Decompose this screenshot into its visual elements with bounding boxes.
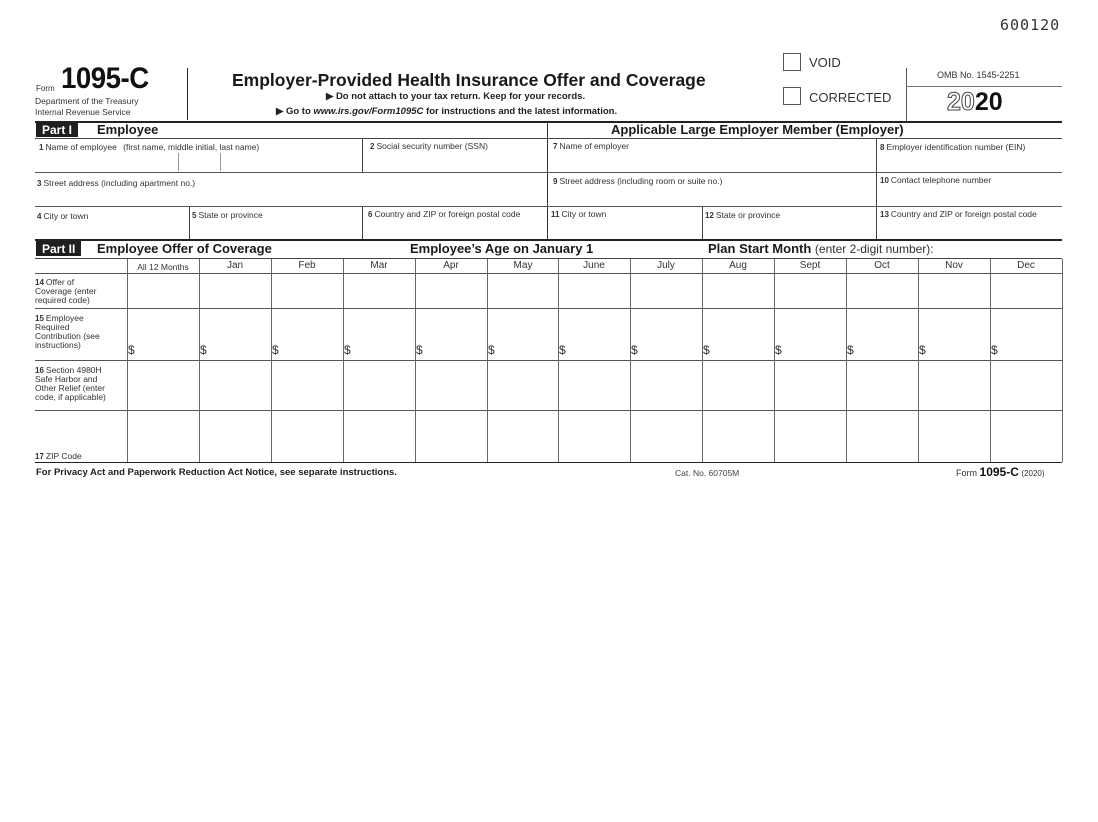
month-header-oct: Oct bbox=[874, 260, 890, 271]
form-label: Form bbox=[36, 84, 55, 93]
divider-f1-f2 bbox=[362, 139, 363, 172]
row-14-all-12-months-input[interactable] bbox=[128, 274, 198, 308]
form-corner-code: 600120 bbox=[1000, 16, 1061, 34]
void-checkbox[interactable] bbox=[783, 53, 801, 71]
row-15-july-input[interactable] bbox=[631, 309, 701, 360]
row-14-july-input[interactable] bbox=[631, 274, 701, 308]
row-15-dollar-sign: $ bbox=[991, 343, 998, 357]
row-17-feb-input[interactable] bbox=[272, 411, 342, 462]
row-14-label bbox=[35, 278, 125, 305]
row-14-mar-input[interactable] bbox=[344, 274, 414, 308]
row-17-june-input[interactable] bbox=[559, 411, 629, 462]
field-10-label bbox=[880, 175, 991, 185]
row-16-line1: Section 4980H bbox=[45, 365, 102, 375]
field-11-label bbox=[551, 209, 606, 219]
row-15-aug-input[interactable] bbox=[703, 309, 773, 360]
row-15-apr-input[interactable] bbox=[416, 309, 486, 360]
field-4-label bbox=[37, 211, 88, 221]
field-1-label bbox=[39, 142, 259, 152]
row-16-apr-input[interactable] bbox=[416, 361, 486, 410]
part2-title: Employee Offer of Coverage bbox=[97, 241, 272, 256]
month-header-apr: Apr bbox=[443, 260, 459, 271]
footer-form-label: Form bbox=[956, 468, 977, 478]
tax-year bbox=[947, 88, 1003, 117]
row-17-label bbox=[35, 451, 82, 461]
row-15-line4: instructions) bbox=[35, 340, 81, 351]
row-16-oct-input[interactable] bbox=[847, 361, 917, 410]
dept-treasury: Department of the Treasury bbox=[35, 96, 139, 106]
row-15-all-12-months-input[interactable] bbox=[128, 309, 198, 360]
row-15-sept-input[interactable] bbox=[775, 309, 845, 360]
row-16-number: 16 bbox=[35, 366, 44, 375]
field-7-label bbox=[553, 141, 629, 151]
instructions-url-link[interactable]: www.irs.gov/Form1095C bbox=[313, 106, 424, 117]
row-14-may-input[interactable] bbox=[488, 274, 558, 308]
field-6-label bbox=[368, 209, 520, 219]
header-divider-left bbox=[187, 68, 188, 120]
row-14-feb-input[interactable] bbox=[272, 274, 342, 308]
employee-state-input[interactable] bbox=[190, 222, 362, 238]
form-title: Employer-Provided Health Insurance Offer and Coverage bbox=[232, 70, 706, 90]
row-14-nov-input[interactable] bbox=[919, 274, 989, 308]
row-14-line1: Offer of bbox=[45, 277, 75, 287]
ssn-input[interactable] bbox=[364, 153, 546, 171]
row-17-jan-input[interactable] bbox=[200, 411, 270, 462]
omb-underline bbox=[906, 86, 1062, 87]
row-15-dollar-sign: $ bbox=[631, 343, 638, 357]
row-16-july-input[interactable] bbox=[631, 361, 701, 410]
form-number: 1095-C bbox=[61, 62, 149, 95]
field-7-number: 7 bbox=[553, 142, 558, 151]
month-header-mar: Mar bbox=[370, 260, 388, 271]
month-header-all-12-months: All 12 Months bbox=[137, 262, 189, 272]
row-14-line2: Coverage (enter bbox=[35, 286, 97, 297]
row-14-jan-input[interactable] bbox=[200, 274, 270, 308]
row-15-dollar-sign: $ bbox=[703, 343, 710, 357]
part1-header-bottom bbox=[35, 138, 1062, 139]
row-16-sept-input[interactable] bbox=[775, 361, 845, 410]
row-15-mar-input[interactable] bbox=[344, 309, 414, 360]
row-17-oct-input[interactable] bbox=[847, 411, 917, 462]
part1-top-rule bbox=[35, 121, 1062, 123]
field-13-text: Country and ZIP or foreign postal code bbox=[890, 209, 1037, 219]
field-8-label bbox=[880, 142, 1025, 152]
month-header-nov: Nov bbox=[945, 260, 963, 271]
privacy-notice: For Privacy Act and Paperwork Reduction Act Notice, see separate instructions. bbox=[36, 467, 397, 478]
row-16-mar-input[interactable] bbox=[344, 361, 414, 410]
field-3-text: Street address (including apartment no.) bbox=[43, 178, 196, 188]
field-11-text: City or town bbox=[561, 209, 607, 219]
tax-year-bold: 20 bbox=[974, 88, 1003, 116]
field-6-text: Country and ZIP or foreign postal code bbox=[374, 209, 521, 219]
employee-zip-input[interactable] bbox=[364, 222, 546, 238]
field-2-number: 2 bbox=[370, 142, 375, 151]
field-9-number: 9 bbox=[553, 177, 558, 186]
employer-state-input[interactable] bbox=[703, 222, 875, 238]
row-15-line1: Employee bbox=[45, 313, 84, 323]
void-label: VOID bbox=[809, 55, 841, 70]
row-15-dollar-sign: $ bbox=[272, 343, 279, 357]
field-10-text: Contact telephone number bbox=[890, 175, 992, 185]
row-15-dec-input[interactable] bbox=[991, 309, 1061, 360]
row-17-number: 17 bbox=[35, 452, 44, 461]
row-14-number: 14 bbox=[35, 278, 44, 287]
part2-bottom-rule bbox=[35, 462, 1062, 463]
month-header-sept: Sept bbox=[799, 260, 821, 271]
row-15-nov-input[interactable] bbox=[919, 309, 989, 360]
employer-street-input[interactable] bbox=[549, 189, 875, 205]
row-14-dec-input[interactable] bbox=[991, 274, 1061, 308]
employer-zip-input[interactable] bbox=[878, 222, 1062, 238]
row-16-line3: Other Relief (enter bbox=[35, 383, 105, 394]
field-4-number: 4 bbox=[37, 212, 42, 221]
corrected-label: CORRECTED bbox=[809, 90, 892, 105]
row-15-dollar-sign: $ bbox=[775, 343, 782, 357]
instruction-go-to bbox=[276, 106, 617, 117]
catalog-number: Cat. No. 60705M bbox=[675, 468, 740, 478]
field-5-number: 5 bbox=[192, 211, 197, 220]
field-2-label bbox=[370, 141, 488, 151]
field-5-label bbox=[192, 210, 263, 220]
row-16-line2: Safe Harbor and bbox=[35, 374, 98, 385]
employer-name-input[interactable] bbox=[549, 153, 875, 171]
part1-title: Employee bbox=[97, 122, 159, 137]
row-15-dollar-sign: $ bbox=[919, 343, 926, 357]
month-header-june: June bbox=[583, 260, 605, 271]
field-1-text: Name of employee bbox=[45, 142, 117, 152]
part2-tag: Part II bbox=[36, 241, 81, 256]
instruction-go-to-pre: ▶ Go to bbox=[276, 106, 314, 117]
row-17-sept-input[interactable] bbox=[775, 411, 845, 462]
row-15-oct-input[interactable] bbox=[847, 309, 917, 360]
row-16-nov-input[interactable] bbox=[919, 361, 989, 410]
field-3-number: 3 bbox=[37, 179, 42, 188]
row-14-june-input[interactable] bbox=[559, 274, 629, 308]
row-16-may-input[interactable] bbox=[488, 361, 558, 410]
row-15-jan-input[interactable] bbox=[200, 309, 270, 360]
row-17-dec-input[interactable] bbox=[991, 411, 1061, 462]
row-17-may-input[interactable] bbox=[488, 411, 558, 462]
row-16-dec-input[interactable] bbox=[991, 361, 1061, 410]
divider-f7-f8 bbox=[876, 139, 877, 239]
row-15-dollar-sign: $ bbox=[416, 343, 423, 357]
row-15-dollar-sign: $ bbox=[344, 343, 351, 357]
field-13-label bbox=[880, 209, 1037, 219]
row-15-dollar-sign: $ bbox=[128, 343, 135, 357]
field-13-number: 13 bbox=[880, 210, 889, 219]
employer-city-input[interactable] bbox=[549, 222, 701, 238]
dept-irs: Internal Revenue Service bbox=[35, 107, 131, 117]
field-9-label bbox=[553, 176, 722, 186]
field-4-text: City or town bbox=[43, 211, 89, 221]
field-11-number: 11 bbox=[551, 210, 560, 219]
grid-column-divider bbox=[1062, 259, 1063, 462]
row-16-aug-input[interactable] bbox=[703, 361, 773, 410]
row-15-dollar-sign: $ bbox=[488, 343, 495, 357]
month-header-may: May bbox=[513, 260, 533, 271]
tax-year-outline: 20 bbox=[947, 88, 975, 116]
employee-city-input[interactable] bbox=[36, 222, 188, 238]
row-17-all-12-months-input[interactable] bbox=[128, 411, 198, 462]
part1-tag: Part I bbox=[36, 122, 78, 137]
row-16-line4: code, if applicable) bbox=[35, 392, 106, 403]
row-14-apr-input[interactable] bbox=[416, 274, 486, 308]
row-15-may-input[interactable] bbox=[488, 309, 558, 360]
row-17-nov-input[interactable] bbox=[919, 411, 989, 462]
employee-name-input[interactable] bbox=[36, 153, 362, 171]
instruction-keep-records: ▶ Do not attach to your tax return. Keep for your records. bbox=[326, 91, 586, 102]
row-15-label bbox=[35, 314, 125, 350]
employee-age-label: Employee’s Age on January 1 bbox=[410, 241, 594, 256]
field-12-number: 12 bbox=[705, 211, 714, 220]
month-header-aug: Aug bbox=[729, 260, 747, 271]
employee-age-input[interactable] bbox=[612, 241, 700, 257]
footer-form-id bbox=[956, 465, 1045, 479]
row-16-label bbox=[35, 366, 125, 402]
part1-row1-bottom bbox=[35, 172, 1062, 173]
row-17-july-input[interactable] bbox=[631, 411, 701, 462]
field-12-label bbox=[705, 210, 780, 220]
field-10-number: 10 bbox=[880, 176, 889, 185]
row-15-june-input[interactable] bbox=[559, 309, 629, 360]
omb-box-divider bbox=[906, 68, 907, 121]
field-5-text: State or province bbox=[198, 210, 263, 220]
field-8-text: Employer identification number (EIN) bbox=[886, 142, 1026, 152]
field-6-number: 6 bbox=[368, 210, 373, 219]
plan-start-month-label bbox=[708, 241, 934, 256]
row-15-dollar-sign: $ bbox=[847, 343, 854, 357]
month-header-dec: Dec bbox=[1017, 260, 1035, 271]
row-16-jan-input[interactable] bbox=[200, 361, 270, 410]
employer-section-title: Applicable Large Employer Member (Employer) bbox=[611, 122, 904, 137]
row-15-number: 15 bbox=[35, 314, 44, 323]
field-2-text: Social security number (SSN) bbox=[376, 141, 488, 151]
field-9-text: Street address (including room or suite no.) bbox=[559, 176, 723, 186]
row-15-dollar-sign: $ bbox=[559, 343, 566, 357]
row-14-aug-input[interactable] bbox=[703, 274, 773, 308]
plan-start-month-hint: (enter 2-digit number): bbox=[814, 242, 934, 256]
divider-f5-f6 bbox=[362, 207, 363, 239]
field-7-text: Name of employer bbox=[559, 141, 629, 151]
corrected-checkbox[interactable] bbox=[783, 87, 801, 105]
row-17-apr-input[interactable] bbox=[416, 411, 486, 462]
row-14-oct-input[interactable] bbox=[847, 274, 917, 308]
row-17-aug-input[interactable] bbox=[703, 411, 773, 462]
street-address-input[interactable] bbox=[36, 189, 546, 205]
plan-start-month-input[interactable] bbox=[985, 241, 1061, 257]
footer-form-number: 1095-C bbox=[979, 465, 1019, 479]
instruction-go-to-post: for instructions and the latest information. bbox=[423, 106, 618, 117]
row-15-feb-input[interactable] bbox=[272, 309, 342, 360]
field-8-number: 8 bbox=[880, 143, 885, 152]
row-16-feb-input[interactable] bbox=[272, 361, 342, 410]
omb-number: OMB No. 1545-2251 bbox=[937, 70, 1020, 80]
field-3-label bbox=[37, 178, 195, 188]
row-17-mar-input[interactable] bbox=[344, 411, 414, 462]
ein-input[interactable] bbox=[878, 153, 1062, 171]
row-17-text: ZIP Code bbox=[45, 451, 82, 461]
row-15-dollar-sign: $ bbox=[200, 343, 207, 357]
row-14-line3: required code) bbox=[35, 295, 90, 306]
row-16-all-12-months-input[interactable] bbox=[128, 361, 198, 410]
plan-start-month-bold: Plan Start Month bbox=[708, 241, 812, 256]
part2-header-bottom bbox=[35, 258, 1062, 259]
month-header-jan: Jan bbox=[226, 260, 244, 271]
month-header-feb: Feb bbox=[298, 260, 316, 271]
row-16-june-input[interactable] bbox=[559, 361, 629, 410]
month-header-july: July bbox=[657, 260, 675, 271]
field-12-text: State or province bbox=[715, 210, 781, 220]
row-14-sept-input[interactable] bbox=[775, 274, 845, 308]
contact-phone-input[interactable] bbox=[878, 189, 1062, 205]
footer-form-year: (2020) bbox=[1021, 469, 1045, 478]
field-1-number: 1 bbox=[39, 143, 44, 152]
row-15-line2: Required bbox=[35, 322, 70, 333]
row-15-line3: Contribution (see bbox=[35, 331, 100, 342]
part1-center-divider bbox=[547, 122, 548, 239]
field-1-hint: (first name, middle initial, last name) bbox=[123, 142, 260, 152]
